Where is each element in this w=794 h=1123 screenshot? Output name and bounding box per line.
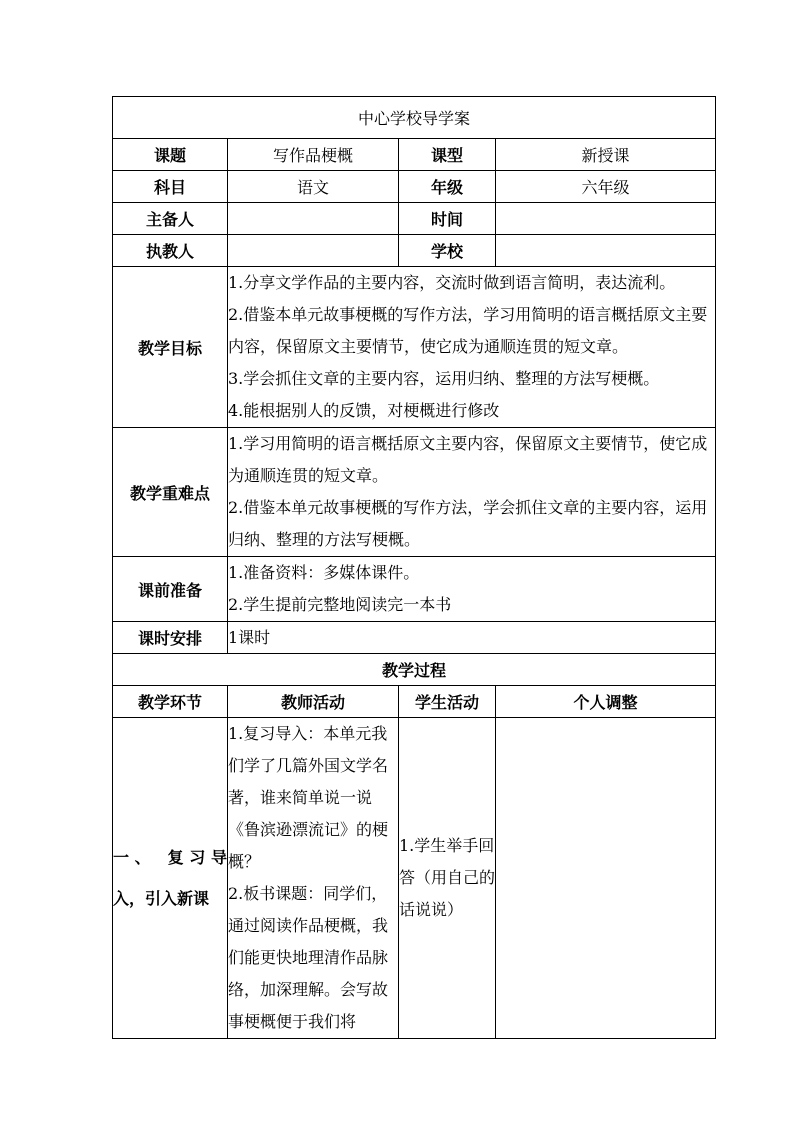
personal-adjustment bbox=[496, 718, 716, 1039]
teacher-activity bbox=[228, 718, 399, 1039]
preparation-item: 2.学生提前完整地阅读完一本书 bbox=[228, 595, 452, 614]
student-activity bbox=[399, 718, 496, 1039]
teacher-activity-item: 2.板书课题：同学们，通过阅读作品梗概，我们能更快地理清作品脉络，加深理解。会写故事梗概便于我们将 bbox=[228, 884, 389, 1031]
preparation-content bbox=[228, 557, 716, 622]
key-points-label: 教学重难点 bbox=[113, 428, 228, 557]
preparation-item: 1.准备资料：多媒体课件。 bbox=[228, 563, 420, 582]
topic-label: 课题 bbox=[113, 139, 228, 171]
teacher-activity-item: 1.复习导入：本单元我们学了几篇外国文学名著，谁来简单说一说《鲁滨逊漂流记》的梗概？ bbox=[228, 724, 389, 871]
column-header-teacher: 教师活动 bbox=[228, 686, 399, 718]
column-header-stage: 教学环节 bbox=[113, 686, 228, 718]
column-header-adjustment: 个人调整 bbox=[496, 686, 716, 718]
student-activity-item: 1.学生举手回答（用自己的话说说） bbox=[399, 836, 496, 919]
objectives-content bbox=[228, 267, 716, 428]
schedule-label: 课时安排 bbox=[113, 622, 228, 654]
objective-item: 3.学会抓住文章的主要内容，运用归纳、整理的方法写梗概。 bbox=[228, 369, 660, 388]
column-header-student: 学生活动 bbox=[399, 686, 496, 718]
time-label: 时间 bbox=[399, 203, 496, 235]
preparer-label: 主备人 bbox=[113, 203, 228, 235]
key-point-item: 2.借鉴本单元故事梗概的写作方法，学会抓住文章的主要内容，运用归纳、整理的方法写梗概。 bbox=[228, 498, 708, 549]
subject-value: 语文 bbox=[228, 171, 399, 203]
teacher-value bbox=[228, 235, 399, 267]
page-title: 中心学校导学案 bbox=[113, 97, 716, 139]
grade-value: 六年级 bbox=[496, 171, 716, 203]
key-point-item: 1.学习用简明的语言概括原文主要内容，保留原文主要情节，使它成为通顺连贯的短文章。 bbox=[228, 434, 708, 485]
topic-value: 写作品梗概 bbox=[228, 139, 399, 171]
objective-item: 1.分享文学作品的主要内容，交流时做到语言简明，表达流利。 bbox=[228, 273, 676, 292]
school-label: 学校 bbox=[399, 235, 496, 267]
type-label: 课型 bbox=[399, 139, 496, 171]
process-stage: 一、 复习导入，引入新课 bbox=[113, 718, 228, 1039]
preparer-value bbox=[228, 203, 399, 235]
objective-item: 2.借鉴本单元故事梗概的写作方法，学习用简明的语言概括原文主要内容，保留原文主要情节，使它成为通顺连贯的短文章。 bbox=[228, 305, 708, 356]
process-heading: 教学过程 bbox=[113, 654, 716, 686]
schedule-value: 1课时 bbox=[228, 622, 716, 654]
school-value bbox=[496, 235, 716, 267]
time-value bbox=[496, 203, 716, 235]
objectives-label: 教学目标 bbox=[113, 267, 228, 428]
objective-item: 4.能根据别人的反馈，对梗概进行修改 bbox=[228, 401, 500, 420]
preparation-label: 课前准备 bbox=[113, 557, 228, 622]
grade-label: 年级 bbox=[399, 171, 496, 203]
teacher-label: 执教人 bbox=[113, 235, 228, 267]
key-points-content bbox=[228, 428, 716, 557]
subject-label: 科目 bbox=[113, 171, 228, 203]
type-value: 新授课 bbox=[496, 139, 716, 171]
lesson-plan-table bbox=[112, 96, 716, 1039]
